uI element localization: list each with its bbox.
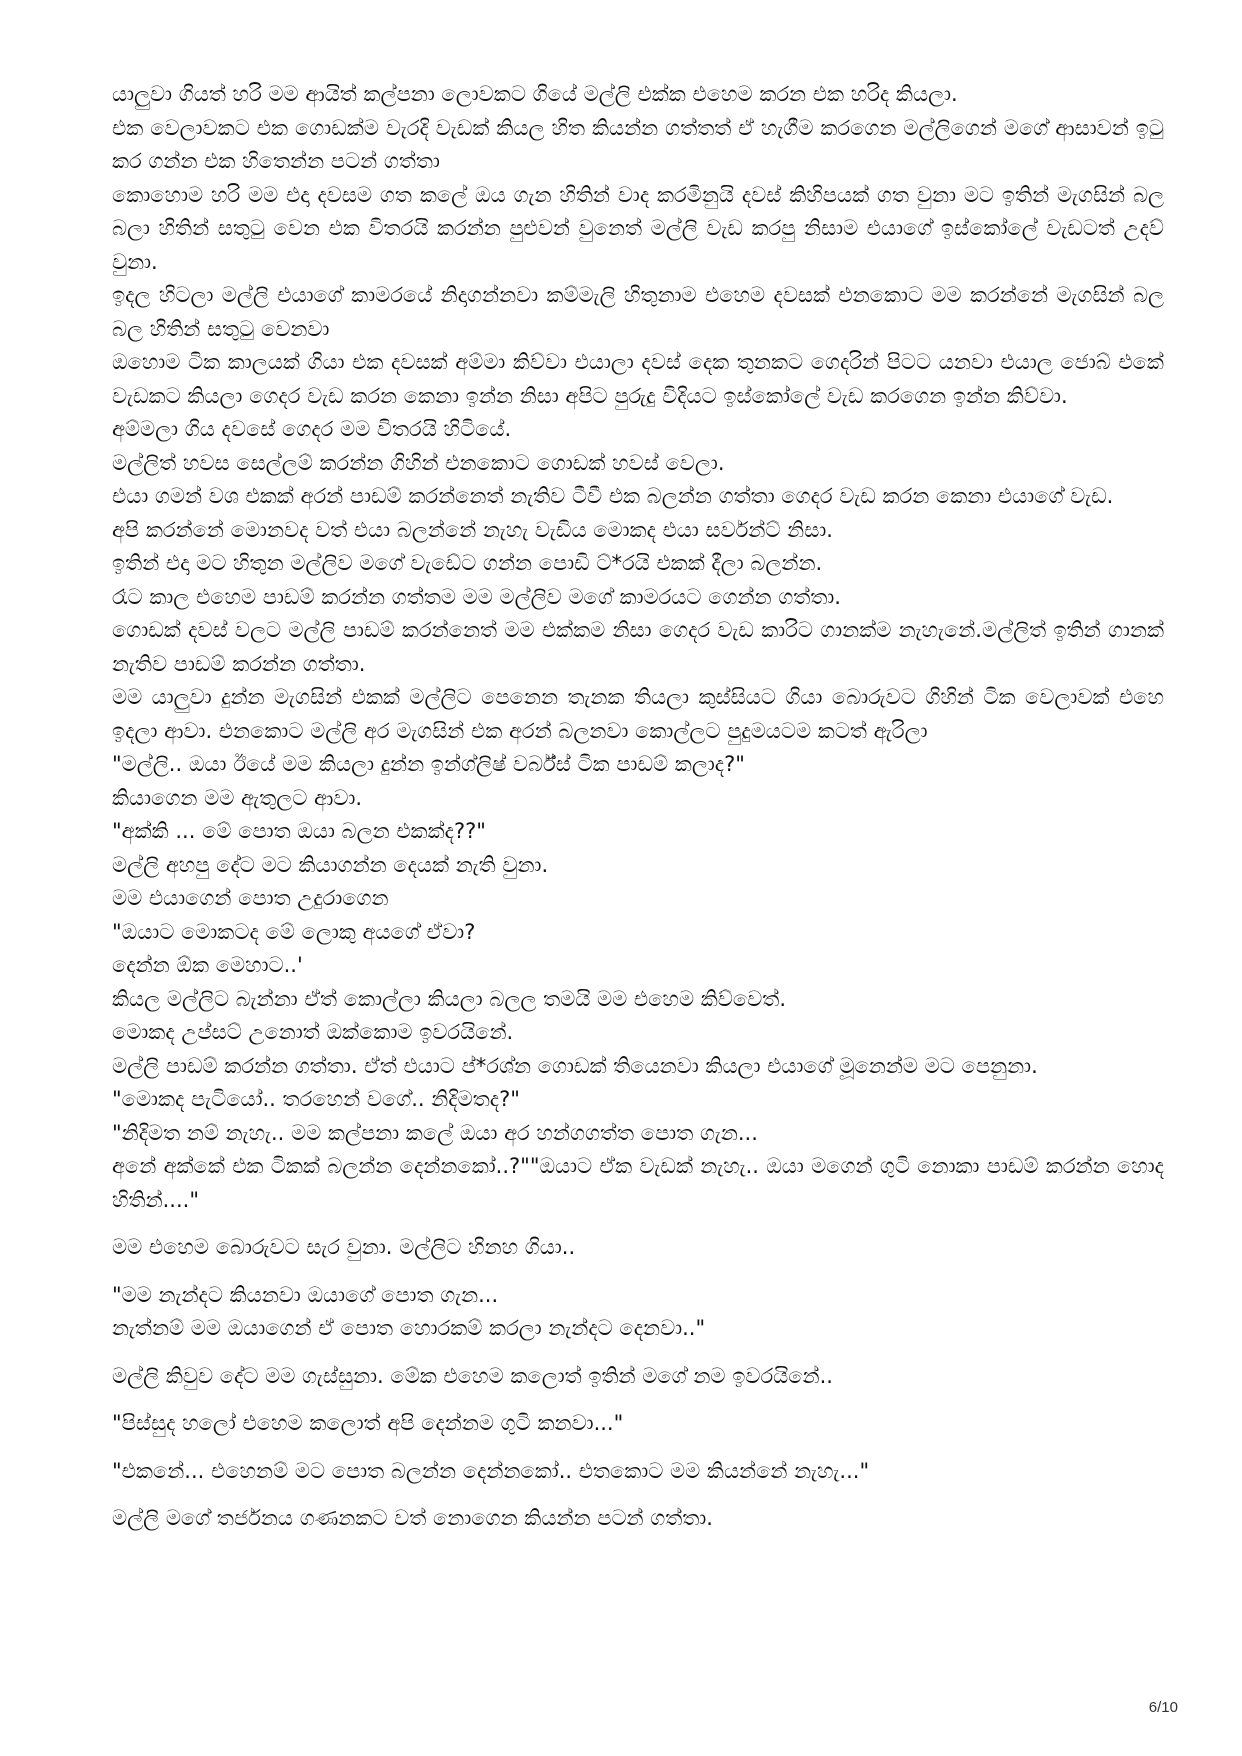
paragraph: "මොකද පැටියෝ.. තරහෙන් වගේ.. නිදිමතද?" <box>112 1087 520 1111</box>
paragraph: එයා ගමන් වශ එකක් අරන් පාඩම් කරන්නෙත් නැතිව ටීවී එක බලන්න ගත්තා ගෙදර වැඩ කරන කෙනා එයාගේ වැඩ. <box>112 484 1114 508</box>
paragraph: අපි කරන්නේ මොනවද වත් එයා බලන්නේ නැහැ වැඩිය මොකද එයා සර්වන්ට් නිසා. <box>112 517 833 542</box>
paragraph: "නිදිමත නම් නැහැ.. මම කල්පනා කලේ ඔයා අර හන්ගගත්ත පොත ගැන... <box>112 1120 758 1145</box>
paragraph: දෙන්න ඕක මෙහාට..' <box>112 953 303 977</box>
paragraph: "පිස්සුද හලෝ එහෙම කලොත් අපි දෙන්නම ගුටි කනවා..." <box>112 1411 624 1435</box>
paragraph: මම යාලුවා දුන්න මැගසින් එකක් මල්ලිට පෙනෙන තැනක තියලා කුස්සියට ගියා බොරුවට ගිහින් ටික වෙලාවක් එහෙ ඉදලා ආවා. එනකොට මල්ලි අර මැගසින් එක අරන් බලනවා කොල්ලට පුදුමයටම කටත් ඇරිලා <box>112 685 1164 743</box>
paragraph: මම එහෙම බොරුවට සැර වුනා. මල්ලිට හිනහ ගියා.. <box>112 1235 576 1259</box>
paragraph: මල්ලි මගේ තර්ජනය ගණනකට වත් නොගෙන කියන්න පටන් ගත්තා. <box>112 1506 713 1530</box>
document-body <box>112 78 1164 1536</box>
paragraph: කියාගෙන මම ඇතුලට ආවා. <box>112 785 363 810</box>
paragraph: එක වෙලාවකට එක ගොඩක්ම වැරදි වැඩක් කියල හිත කියන්න ගත්තත් ඒ හැගීම කරගෙන මල්ලිගෙන් මගේ ආසාවන් ඉටු කර ගන්න එක හිතෙන්න පටන් ගත්තා <box>112 115 1164 173</box>
paragraph: නැත්නම් මම ඔයාගෙන් ඒ පොත හොරකම් කරලා නැන්දට දෙනවා.." <box>112 1316 706 1340</box>
paragraph: ඉදල හිටලා මල්ලි එයාගේ කාමරයේ නිදාගන්නවා කම්මැලි හිතුනාම එහෙම දවසක් එනකොට මම කරන්නේ මැගසින් බල බල හිතින් සතුටු වෙනවා <box>112 283 1164 341</box>
paragraph: අනේ අක්කේ එක ටිකක් බලන්න දෙන්නකෝ..?""ඔයාට ඒක වැඩක් නැහැ.. ඔයා මගෙන් ගුටි නොකා පාඩම් කරන්න හොද හිතින්...." <box>112 1154 1164 1212</box>
paragraph: කියල මල්ලිට බැන්නා ඒත් කොල්ලා කියලා බලල තමයි මම එහෙම කිව්වෙත්. <box>112 986 787 1011</box>
paragraph: මම එයාගෙන් පොත උදුරාගෙන <box>112 886 389 910</box>
paragraph: යාලුවා ගියත් හරි මම ආයිත් කල්පනා ලොවකට ගියේ මල්ලි එක්ක එහෙම කරන එක හරිද කියලා. <box>112 82 958 106</box>
paragraph: මල්ලිත් හවස සෙල්ලම් කරන්න ගිහින් එනකොට ගොඩක් හවස් වෙලා. <box>112 450 725 475</box>
paragraph: අම්මලා ගිය දවසේ ගෙදර මම විතරයි හිටියේ. <box>112 417 512 441</box>
paragraph: "අක්කි ... මේ පොත ඔයා බලන එකක්ද??" <box>112 819 486 843</box>
paragraph: "මම නැන්දට කියනවා ඔයාගේ පොත ගැන... <box>112 1282 499 1307</box>
paragraph: ඔහොම ටික කාලයක් ගියා එක දවසක් අම්මා කිව්වා එයාලා දවස් දෙක තුනකට ගෙදරින් පිටට යනවා එයාල ජොබ් එකේ වැඩකට කියලා ගෙදර වැඩ කරන කෙනා ඉන්න නිසා අපිට පුරුදු විදියට ඉස්කෝලේ වැඩ කරගෙන ඉන්න කිව්වා. <box>112 350 1164 408</box>
page-number: 6/10 <box>1148 1699 1178 1716</box>
paragraph: "ඔයාට මොකටද මේ ලොකු අයගේ ඒවා? <box>112 919 476 944</box>
paragraph: ගොඩක් දවස් වලට මල්ලි පාඩම් කරන්නෙත් මම එක්කම නිසා ගෙදර වැඩ කාරිට ගානක්ම නැහැනේ.මල්ලිත් ඉතින් ගානක් නැතිව පාඩම් කරන්න ගත්තා. <box>112 618 1164 676</box>
paragraph: "එකනේ... එහෙනම් මට පොත බලන්න දෙන්නකෝ.. එතකොට මම කියන්නේ නැහැ..." <box>112 1458 870 1483</box>
paragraph: රෑට කාල එහෙම පාඩම් කරන්න ගත්තම මම මල්ලිව මගේ කාමරයට ගෙන්න ගත්තා. <box>112 584 841 609</box>
paragraph: මල්ලි අහපු දේට මට කියාගන්න දෙයක් නැති වුනා. <box>112 852 549 877</box>
paragraph: මල්ලි පාඩම් කරන්න ගත්තා. ඒත් එයාට ප්*රශ්න ගොඩක් තියෙනවා කියලා එයාගේ මූනෙන්ම මට පෙනුනා. <box>112 1053 1038 1078</box>
paragraph: "මල්ලි.. ඔයා ඊයේ මම කියලා දුන්න ඉන්ග්ලිෂ් වර්බ්ස් ටික පාඩම් කලාද?" <box>112 752 745 776</box>
paragraph: මොකද උප්සට් උනොත් ඔක්කොම ඉවරයිනේ. <box>112 1020 514 1044</box>
paragraph: මල්ලි කිවුව දේට මම ගැස්සුනා. මේක එහෙම කලොත් ඉතින් මගේ නම ඉවරයිනේ.. <box>112 1363 833 1388</box>
paragraph: ඉතින් එදා මට හිතුන මල්ලිව මගේ වැඩේට ගන්න පොඩි ට්*රයි එකක් දීලා බලන්න. <box>112 551 823 575</box>
paragraph: කොහොම හරි මම එදා දවසම ගත කලේ ඔය ගැන හිතින් වාද කරමිනුයි දවස් කිහිපයක් ගත වුනා මට ඉතින් මැගසින් බල බලා හිතින් සතුටු වෙන එක විතරයි කරන්න පුළුවන් වුනෙත් මල්ලි වැඩ කරපු නිසාම එයාගේ ඉස්කෝලේ වැඩටත් උදව් වුනා. <box>112 182 1164 274</box>
